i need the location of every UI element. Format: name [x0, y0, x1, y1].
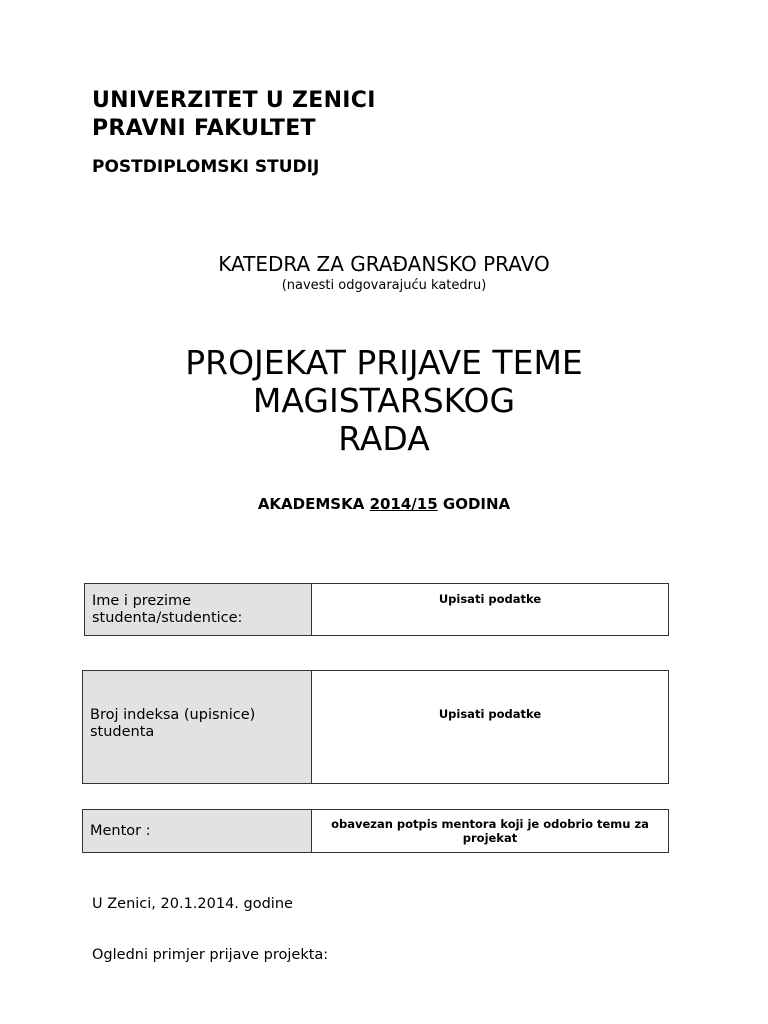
mentor-value[interactable]: obavezan potpis mentora koji je odobrio temu za projekat	[331, 817, 649, 845]
mentor-table	[82, 809, 669, 853]
mentor-label: Mentor :	[83, 810, 312, 852]
student-name-value[interactable]: Upisati podatke	[438, 592, 542, 606]
academic-year-suffix: GODINA	[437, 495, 511, 513]
index-number-label-line-1: Broj indeksa (upisnice)	[90, 707, 256, 723]
index-number-value[interactable]: Upisati podatke	[438, 707, 542, 721]
student-name-label-line-1: Ime i prezime	[92, 593, 192, 609]
place-date: U Zenici, 20.1.2014. godine	[92, 896, 293, 912]
program-name: POSTDIPLOMSKI STUDIJ	[92, 157, 320, 177]
index-number-table	[82, 670, 669, 784]
academic-year	[0, 495, 768, 513]
university-name: UNIVERZITET U ZENICI	[92, 88, 376, 113]
document-title	[0, 344, 768, 458]
academic-year-value: 2014/15	[369, 495, 438, 513]
index-number-label	[83, 671, 312, 783]
student-name-label-line-2: studenta/studentice:	[92, 610, 243, 626]
student-name-label	[85, 584, 312, 635]
example-heading: Ogledni primjer prijave projekta:	[92, 947, 329, 963]
university-header	[92, 87, 376, 143]
faculty-name: PRAVNI FAKULTET	[92, 116, 316, 141]
academic-year-prefix: AKADEMSKA	[257, 495, 370, 513]
department-note: (navesti odgovarajuću katedru)	[281, 278, 487, 293]
title-line-1: PROJEKAT PRIJAVE TEME	[185, 343, 583, 382]
title-line-3: RADA	[338, 419, 430, 458]
department-name: KATEDRA ZA GRAĐANSKO PRAVO	[218, 252, 550, 276]
title-line-2: MAGISTARSKOG	[252, 381, 516, 420]
index-number-label-line-2: studenta	[90, 724, 155, 740]
student-name-table	[84, 583, 669, 636]
